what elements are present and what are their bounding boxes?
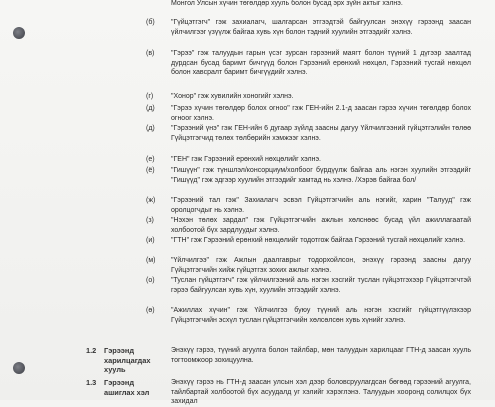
item-marker: (ё) bbox=[146, 167, 155, 174]
binder-hole-bottom bbox=[13, 362, 25, 374]
definition-item bbox=[146, 236, 471, 246]
definition-item bbox=[146, 216, 471, 235]
item-marker: (з) bbox=[146, 217, 154, 224]
definition-item bbox=[146, 155, 471, 165]
definition-item bbox=[146, 104, 471, 123]
item-text: "Гишүүн" гэж түншлэл/консорциум/холбоог бүрдүүлж байгаа аль нэгэн хуулийн этгээдийг "Гишүүд" гэж эдгээр хуулийн этгээдийг хамтад нь хэлнэ. /Хэрэв байгаа бол/ bbox=[171, 167, 471, 184]
item-text: "Гэрээний тал гэж" Захиалагч эсвэл Гүйцэтгэгчийн аль нэгийг, харин "Талууд" гэж оролцогчдыг нь хэлнэ. bbox=[171, 197, 471, 214]
item-marker: (о) bbox=[146, 277, 155, 284]
item-marker: (ж) bbox=[146, 197, 156, 204]
definition-item bbox=[171, 0, 471, 9]
item-marker: (д) bbox=[146, 105, 155, 112]
item-text: "Ажиллах хүчин" гэж Үйлчилгээ буюу түүний аль нэгэн хэсгийг гүйцэтгүүлэхээр Гүйцэтгэгчийн эсхүл туслан гүйцэтгэгчийн хөлсөлсөн хувь хүнийг хэлнэ. bbox=[171, 307, 471, 324]
item-text: "Гэрээний үнэ" гэж ГЕН-ийн 6 дугаар зүйлд заасны дагуу Үйлчилгээний гүйцэтгэлийн төлөө Гүйцэтгэгчид төлөх төлбөрийн хэмжээг хэлнэ. bbox=[171, 125, 471, 142]
section-body: Энэхүү гэрээ нь ГТН-д заасан улсын хэл дээр боловсруулагдсан бөгөөд гэрээний агуулга, тайлбартай холбоотой бүх асуудалд уг хэлийг хэрэглэнэ. Талуудын хооронд солилцох бүх захидал bbox=[171, 379, 471, 406]
definition-item bbox=[146, 18, 471, 37]
binder-hole-top bbox=[13, 27, 25, 39]
section-number: 1.2 bbox=[86, 346, 97, 355]
definition-item bbox=[146, 276, 471, 295]
item-text: "Гэрээ хүчин төгөлдөр болох огноо" гэж ГЕН-ийн 2.1-д заасан гэрээ хүчин төгөлдөр болох огноог хэлнэ. bbox=[171, 105, 471, 122]
item-text: "Гүйцэтгэгч" гэж захиалагч, шалгарсан этгээдтэй байгуулсан энэхүү гэрээнд заасан үйлчилгээг үзүүлж байгаа хувь хүн болон тэдний хуулийн этгээдийг хэлнэ. bbox=[171, 19, 471, 36]
item-text: "Хонор" гэж хувилийн хоногийг хэлнэ. bbox=[171, 93, 294, 100]
item-text: "ГТН" гэж Гэрээний ерөнхий нөхцөлийг тодотгож байгаа Гэрээний тусгай нөхцөлийг хэлнэ. bbox=[171, 237, 466, 244]
definition-item bbox=[146, 196, 471, 215]
definition-item bbox=[146, 92, 471, 102]
item-marker: (б) bbox=[146, 19, 155, 26]
definition-item bbox=[146, 166, 471, 185]
item-marker: (г) bbox=[146, 93, 154, 100]
definition-item bbox=[146, 306, 471, 325]
item-text: "Гэрээ" гэж талуудын гарын үсэг зурсан гэрээний маягт болон түүний 1 дүгээр заалтад дурдсан бусад баримт бичгүүд болон Гэрээний ерөнхий нөхцөл, Гэрээний тусгай нөхцөл болон хавсралт баримт бичгүүдийг хэлнэ. bbox=[171, 50, 471, 77]
definition-item bbox=[146, 256, 471, 275]
item-marker: (м) bbox=[146, 257, 156, 264]
item-text: "Үйлчилгээ" гэж Ажлын даалгаврыг тодорхойлсон, энэхүү гэрээнд заасны дагуу Гүйцэтгэгчийн хийж гүйцэтгэх зохих ажлыг хэлнэ. bbox=[171, 257, 471, 274]
item-text: "ГЕН" гэж Гэрээний ерөнхий нөхцөлийг хэлнэ. bbox=[171, 156, 321, 163]
section-title: Гэрээнд харилцагдах хууль bbox=[104, 346, 151, 375]
item-text: Монгол Улсын хүчин төгөлдөр хууль болон бусад эрх зүйн актыг хэлнэ. bbox=[171, 0, 403, 7]
item-marker: (в) bbox=[146, 50, 155, 57]
section-number: 1.3 bbox=[86, 378, 97, 387]
section-title: Гэрээнд ашиглах хэл bbox=[104, 378, 150, 397]
item-marker: (и) bbox=[146, 237, 155, 244]
item-text: "Нэхэн төлөх зардал" гэж Гүйцэтгэгчийн ажлын хөлснөөс бусад үйл ажиллагаатай холбоотой бүх зардлуудыг хэлнэ. bbox=[171, 217, 471, 234]
item-marker: (д) bbox=[146, 125, 155, 132]
item-marker: (е) bbox=[146, 156, 155, 163]
section-body: Энэхүү гэрээ, түүний агуулга болон тайлбар, мөн талуудын харилцааг ГТН-д заасан хууль тогтоомжоор зохицуулна. bbox=[171, 347, 471, 364]
item-text: "Туслан гүйцэтгэгч" гэж үйлчилгээний аль нэгэн хэсгийг туслан гүйцэтгэхээр Гүйцэтгэгчтэй гэрээ байгуулсан хувь хүн, хуулийн этгээдийг хэлнэ. bbox=[171, 277, 471, 294]
definition-item bbox=[146, 124, 471, 143]
definition-item bbox=[146, 49, 471, 78]
item-marker: (ө) bbox=[146, 307, 155, 314]
